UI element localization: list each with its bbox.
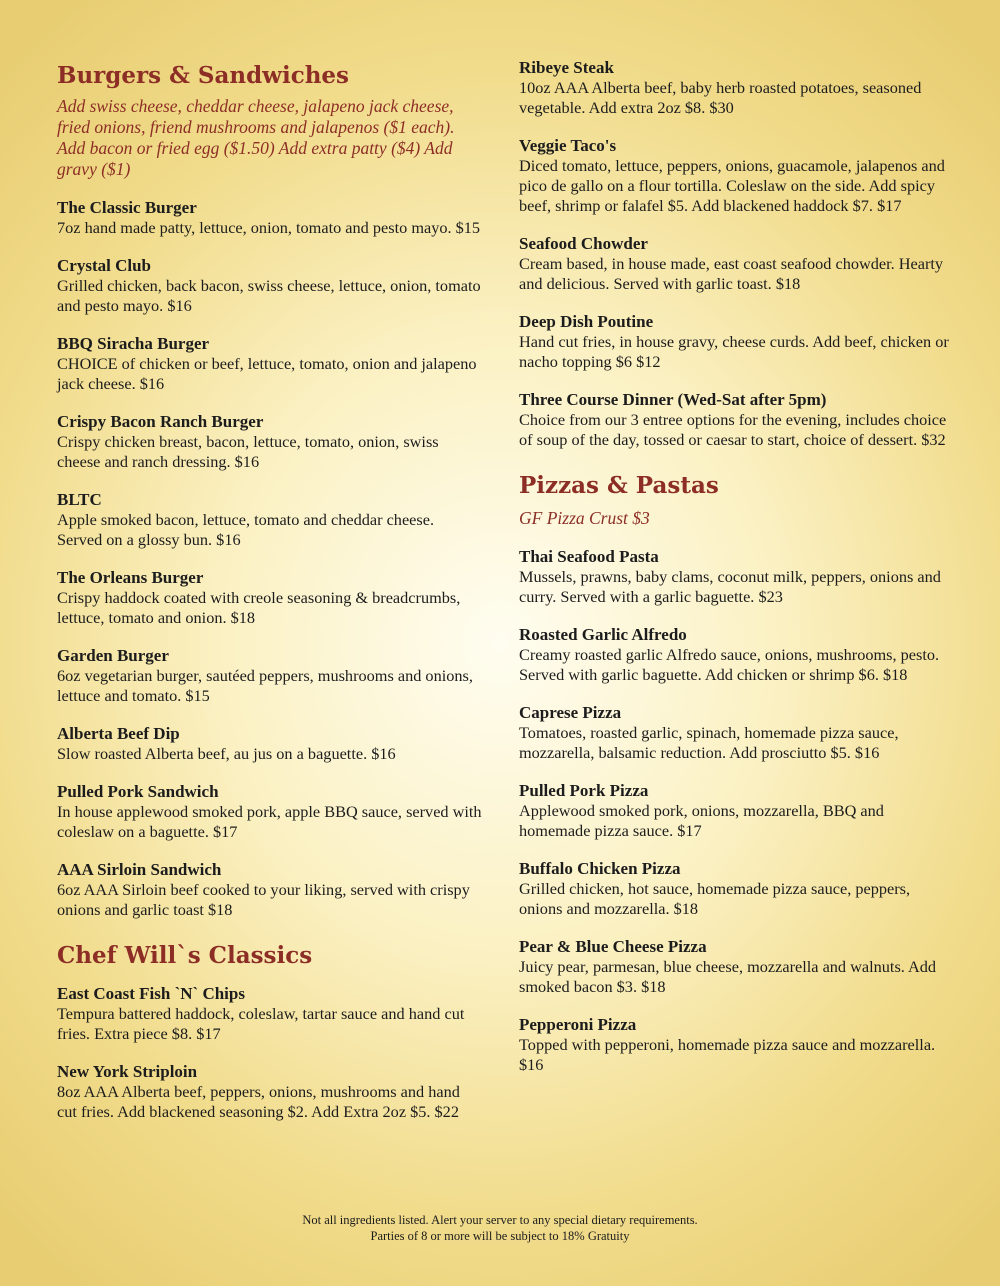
- section-chef-wills-classics: [57, 940, 482, 1122]
- item-description: 6oz vegetarian burger, sautéed peppers, mushrooms and onions, lettuce and tomato. $15: [57, 666, 473, 705]
- item-description: 7oz hand made patty, lettuce, onion, tomato and pesto mayo. $15: [57, 218, 481, 237]
- item-description: 6oz AAA Sirloin beef cooked to your liking, served with crispy onions and garlic toast $18: [57, 880, 470, 919]
- item-name: Roasted Garlic Alfredo: [519, 625, 687, 644]
- menu-item: [519, 781, 949, 841]
- menu-item: [57, 984, 482, 1044]
- item-name: The Classic Burger: [57, 198, 197, 217]
- item-name: Buffalo Chicken Pizza: [519, 859, 681, 878]
- right-column: [519, 58, 949, 1075]
- menu-item: [57, 256, 482, 316]
- item-name: Caprese Pizza: [519, 703, 622, 722]
- menu-item: [57, 490, 482, 550]
- menu-list: [57, 198, 482, 920]
- item-description: Crispy chicken breast, bacon, lettuce, tomato, onion, swiss cheese and ranch dressing. $16: [57, 432, 439, 471]
- section-title: Chef Will`s Classics: [57, 942, 313, 969]
- menu-list: [519, 547, 949, 1075]
- item-description: 10oz AAA Alberta beef, baby herb roasted potatoes, seasoned vegetable. Add extra 2oz $8. $30: [519, 78, 922, 117]
- menu-item: [519, 234, 949, 294]
- section-burgers-sandwiches: [57, 60, 482, 920]
- menu-item: [57, 198, 482, 238]
- menu-item: [57, 334, 482, 394]
- menu-list: [519, 58, 949, 450]
- menu-item: [519, 937, 949, 997]
- item-name: Thai Seafood Pasta: [519, 547, 659, 566]
- footer-note: [0, 1212, 1000, 1244]
- menu-item: [57, 724, 482, 764]
- section-classics-continued: [519, 58, 949, 450]
- item-description: Applewood smoked pork, onions, mozzarella, BBQ and homemade pizza sauce. $17: [519, 801, 884, 840]
- item-name: Deep Dish Poutine: [519, 312, 654, 331]
- menu-item: [519, 625, 949, 685]
- item-name: Veggie Taco's: [519, 136, 617, 155]
- menu-item: [519, 703, 949, 763]
- item-name: Three Course Dinner (Wed-Sat after 5pm): [519, 390, 827, 409]
- item-name: Pepperoni Pizza: [519, 1015, 637, 1034]
- menu-item: [519, 58, 949, 118]
- item-description: Slow roasted Alberta beef, au jus on a baguette. $16: [57, 744, 396, 763]
- item-name: Crystal Club: [57, 256, 151, 275]
- item-description: 8oz AAA Alberta beef, peppers, onions, mushrooms and hand cut fries. Add blackened seasoning $2. Add Extra 2oz $5. $22: [57, 1082, 460, 1121]
- footer-gratuity-note: Parties of 8 or more will be subject to 18% Gratuity: [370, 1229, 630, 1243]
- menu-item: [57, 412, 482, 472]
- menu-item: [519, 859, 949, 919]
- menu-item: [57, 782, 482, 842]
- menu-item: [519, 136, 949, 216]
- item-description: Tempura battered haddock, coleslaw, tartar sauce and hand cut fries. Extra piece $8. $17: [57, 1004, 465, 1043]
- section-pizzas-pastas: [519, 470, 949, 1075]
- item-description: Juicy pear, parmesan, blue cheese, mozzarella and walnuts. Add smoked bacon $3. $18: [519, 957, 937, 996]
- menu-list: [57, 984, 482, 1122]
- item-description: Choice from our 3 entree options for the evening, includes choice of soup of the day, tossed or caesar to start, choice of dessert. $32: [519, 410, 947, 449]
- item-description: Tomatoes, roasted garlic, spinach, homemade pizza sauce, mozzarella, balsamic reduction. Add prosciutto $5. $16: [519, 723, 899, 762]
- item-name: Crispy Bacon Ranch Burger: [57, 412, 264, 431]
- item-name: Pulled Pork Sandwich: [57, 782, 219, 801]
- item-description: Grilled chicken, back bacon, swiss cheese, lettuce, onion, tomato and pesto mayo. $16: [57, 276, 481, 315]
- item-name: Alberta Beef Dip: [57, 724, 180, 743]
- menu-item: [519, 547, 949, 607]
- left-column: [57, 58, 482, 1122]
- item-name: AAA Sirloin Sandwich: [57, 860, 222, 879]
- item-description: Grilled chicken, hot sauce, homemade pizza sauce, peppers, onions and mozzarella. $18: [519, 879, 911, 918]
- item-name: BLTC: [57, 490, 102, 509]
- item-description: Cream based, in house made, east coast seafood chowder. Hearty and delicious. Served with garlic toast. $18: [519, 254, 944, 293]
- footer-dietary-note: Not all ingredients listed. Alert your server to any special dietary requirements.: [302, 1213, 698, 1227]
- item-name: East Coast Fish `N` Chips: [57, 984, 245, 1003]
- item-name: Garden Burger: [57, 646, 169, 665]
- menu-item: [57, 646, 482, 706]
- menu-item: [57, 568, 482, 628]
- menu-item: [57, 1062, 482, 1122]
- item-name: Pulled Pork Pizza: [519, 781, 649, 800]
- item-description: CHOICE of chicken or beef, lettuce, tomato, onion and jalapeno jack cheese. $16: [57, 354, 477, 393]
- section-title: Pizzas & Pastas: [519, 472, 719, 499]
- item-name: Ribeye Steak: [519, 58, 614, 77]
- menu-item: [519, 390, 949, 450]
- item-description: In house applewood smoked pork, apple BBQ sauce, served with coleslaw on a baguette. $17: [57, 802, 482, 841]
- item-description: Creamy roasted garlic Alfredo sauce, onions, mushrooms, pesto. Served with garlic baguette. Add chicken or shrimp $6. $18: [519, 645, 940, 684]
- section-note: Add swiss cheese, cheddar cheese, jalapeno jack cheese, fried onions, friend mushrooms and jalapenos ($1 each). Add bacon or fried egg ($1.50) Add extra patty ($4) Add gravy ($1): [57, 96, 455, 179]
- item-name: The Orleans Burger: [57, 568, 204, 587]
- item-description: Diced tomato, lettuce, peppers, onions, guacamole, jalapenos and pico de gallo on a flour tortilla. Coleslaw on the side. Add spicy beef, shrimp or falafel $5. Add blackened haddock $7. $17: [519, 156, 945, 215]
- item-description: Mussels, prawns, baby clams, coconut milk, peppers, onions and curry. Served with a garlic baguette. $23: [519, 567, 941, 606]
- section-title: Burgers & Sandwiches: [57, 62, 350, 89]
- item-description: Topped with pepperoni, homemade pizza sauce and mozzarella. $16: [519, 1035, 936, 1074]
- item-name: New York Striploin: [57, 1062, 198, 1081]
- menu-item: [57, 860, 482, 920]
- menu-item: [519, 312, 949, 372]
- section-note: GF Pizza Crust $3: [519, 508, 650, 528]
- item-name: Seafood Chowder: [519, 234, 648, 253]
- item-description: Hand cut fries, in house gravy, cheese curds. Add beef, chicken or nacho topping $6 $12: [519, 332, 949, 371]
- menu-item: [519, 1015, 949, 1075]
- item-name: Pear & Blue Cheese Pizza: [519, 937, 707, 956]
- item-name: BBQ Siracha Burger: [57, 334, 210, 353]
- item-description: Apple smoked bacon, lettuce, tomato and cheddar cheese. Served on a glossy bun. $16: [57, 510, 435, 549]
- item-description: Crispy haddock coated with creole seasoning & breadcrumbs, lettuce, tomato and onion. $18: [57, 588, 461, 627]
